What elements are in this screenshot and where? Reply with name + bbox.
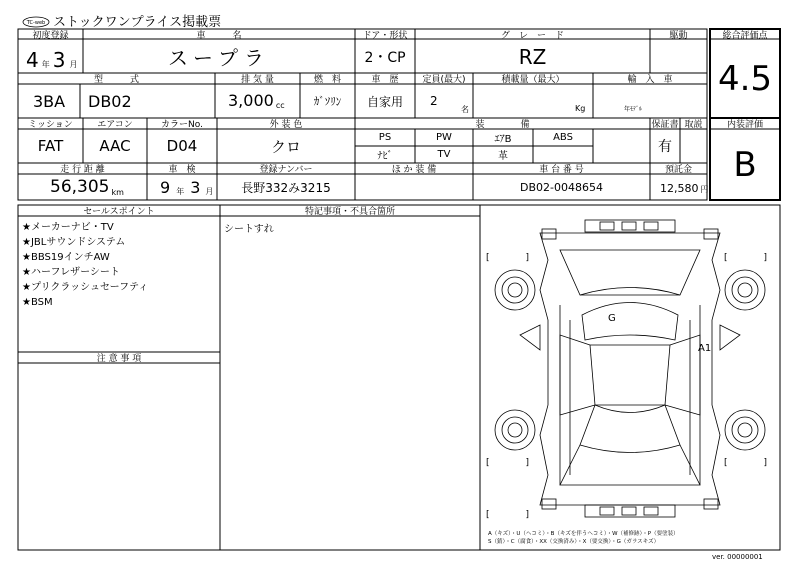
usage-value: 自家用 — [366, 94, 403, 109]
grade-value: RZ — [518, 44, 547, 69]
label-notes: 特記事項・不具合箇所 — [304, 207, 395, 217]
label-car-name: 車 名 — [196, 30, 242, 41]
chassis-no-value: DB02-0048654 — [520, 180, 603, 194]
overall-score-value: 4.5 — [717, 59, 773, 99]
page-title: ストックワンプライス掲載票 — [53, 15, 222, 30]
deposit-number: 12,580 — [660, 182, 699, 195]
displacement-unit: cc — [275, 101, 285, 110]
label-load: 積載量（最大） — [501, 75, 565, 85]
mileage-number: 56,305 — [50, 177, 110, 197]
equip-ps: PS — [378, 132, 392, 143]
bracket-rear-right: [ ] — [724, 458, 768, 468]
color-no-value: D04 — [166, 137, 198, 155]
label-drive: 駆動 — [669, 30, 688, 41]
label-import: 輸 入 車 — [627, 75, 673, 85]
equip-abs: ABS — [553, 132, 573, 143]
notes-item: シートすれ — [224, 224, 274, 235]
legend-line: A（キズ）・U（ヘコミ）・B（キズを伴うヘコミ）・W（補修跡）・P（要塗装） — [488, 531, 679, 537]
equip-empty — [533, 146, 593, 163]
equip-navi: ﾅﾋﾞ — [377, 151, 393, 162]
first-reg-value — [26, 44, 77, 72]
label-mission: ミッション — [28, 120, 73, 130]
car-name-value: スープラ — [168, 46, 270, 70]
interior-score-value: B — [733, 144, 757, 185]
mission-value: FAT — [37, 137, 64, 155]
label-color-no: カラーNo. — [161, 120, 203, 130]
label-chassis-no: 車 台 番 号 — [539, 165, 584, 175]
equip-leather: 革 — [498, 151, 508, 162]
sales-point-item: ★BBS19インチAW — [22, 252, 110, 263]
damage-mark-roof: G — [608, 313, 616, 324]
label-model: 型 式 — [93, 75, 139, 85]
label-fuel: 燃 料 — [313, 75, 341, 85]
aircon-value: AAC — [99, 137, 131, 155]
first-reg-year: 4 — [26, 48, 39, 72]
legend-line: S（錆）・C（腐食）・XX（交換済み）・X（要交換）・G（ガラスキズ） — [488, 539, 660, 545]
label-sales-points: セールスポイント — [83, 207, 155, 217]
label-plate: 登録ナンバー — [259, 165, 313, 175]
inspection-year: 9 — [160, 178, 171, 197]
label-warranty: 保証書 — [651, 120, 679, 130]
label-interior-score: 内装評価 — [726, 120, 763, 130]
damage-mark-right-side: A1 — [698, 343, 712, 354]
capacity-unit: 名 — [461, 105, 469, 114]
label-first-reg: 初度登録 — [32, 30, 69, 41]
inspection-value — [160, 174, 213, 200]
label-manual: 取説 — [684, 120, 703, 130]
sales-point-item: ★JBLサウンドシステム — [22, 237, 126, 248]
bracket-rear-left: [ ] — [486, 458, 530, 468]
sales-points-list — [22, 220, 148, 310]
sales-point-item: ★プリクラッシュセーフティ — [22, 282, 149, 293]
inspection-month-unit: 月 — [205, 187, 214, 196]
equip-pw: PW — [436, 132, 452, 143]
equip-airbag: ｴｱB — [494, 134, 512, 145]
import-model-year: 年ﾓﾃﾞﾙ — [624, 106, 643, 113]
first-reg-month-unit: 月 — [69, 60, 78, 69]
displacement-value — [228, 84, 285, 118]
sales-point-item: ★メーカーナビ・TV — [22, 222, 114, 233]
equip-tv: TV — [437, 149, 451, 160]
damage-legend — [488, 530, 679, 546]
bracket-bottom: [ ] — [486, 510, 530, 520]
mileage-value — [50, 174, 124, 200]
model-prefix-value: 3BA — [32, 91, 66, 111]
deposit-value — [660, 174, 709, 200]
first-reg-month: 3 — [52, 48, 66, 72]
label-equipment: 装 備 — [475, 120, 530, 130]
label-exterior-color: 外 装 色 — [269, 120, 303, 130]
inspection-month: 3 — [190, 178, 201, 197]
label-inspection: 車 検 — [168, 165, 196, 175]
logo-text: TC-web — [26, 20, 46, 26]
model-value: DB02 — [88, 91, 132, 111]
label-overall-score: 総合評価点 — [722, 30, 768, 41]
plate-value: 長野332み3215 — [241, 180, 331, 195]
car-diagram — [480, 205, 780, 550]
label-aircon: エアコン — [97, 120, 133, 130]
label-deposit: 預託金 — [664, 165, 692, 175]
bracket-front-left: [ ] — [486, 253, 530, 263]
fuel-value: ｶﾞｿﾘﾝ — [313, 95, 342, 108]
label-usage: 車 歴 — [371, 75, 399, 85]
first-reg-year-unit: 年 — [41, 60, 50, 69]
bracket-front-right: [ ] — [724, 253, 768, 263]
sales-point-item: ★ハーフレザーシート — [22, 267, 120, 278]
door-type-value: 2・CP — [364, 49, 406, 66]
sales-point-item: ★BSM — [22, 297, 53, 308]
label-grade: グ レ ー ド — [500, 30, 564, 41]
warranty-value: 有 — [658, 139, 672, 155]
load-unit: Kg — [575, 104, 586, 113]
label-displacement: 排 気 量 — [241, 75, 274, 85]
label-door-type: ドア・形状 — [362, 30, 408, 41]
label-other-equipment: ほ か 装 備 — [391, 165, 437, 175]
drive-value — [650, 40, 707, 73]
capacity-value: 2 — [430, 94, 438, 108]
mileage-unit: km — [111, 188, 124, 197]
deposit-unit: 円 — [700, 185, 709, 194]
label-mileage: 走 行 距 離 — [60, 165, 105, 175]
displacement-number: 3,000 — [228, 91, 274, 110]
version-label: ver. 00000001 — [712, 553, 763, 561]
label-capacity: 定員(最大) — [422, 75, 466, 85]
inspection-year-unit: 年 — [176, 187, 185, 196]
exterior-color-value: クロ — [270, 137, 301, 156]
label-cautions: 注 意 事 項 — [96, 354, 142, 364]
